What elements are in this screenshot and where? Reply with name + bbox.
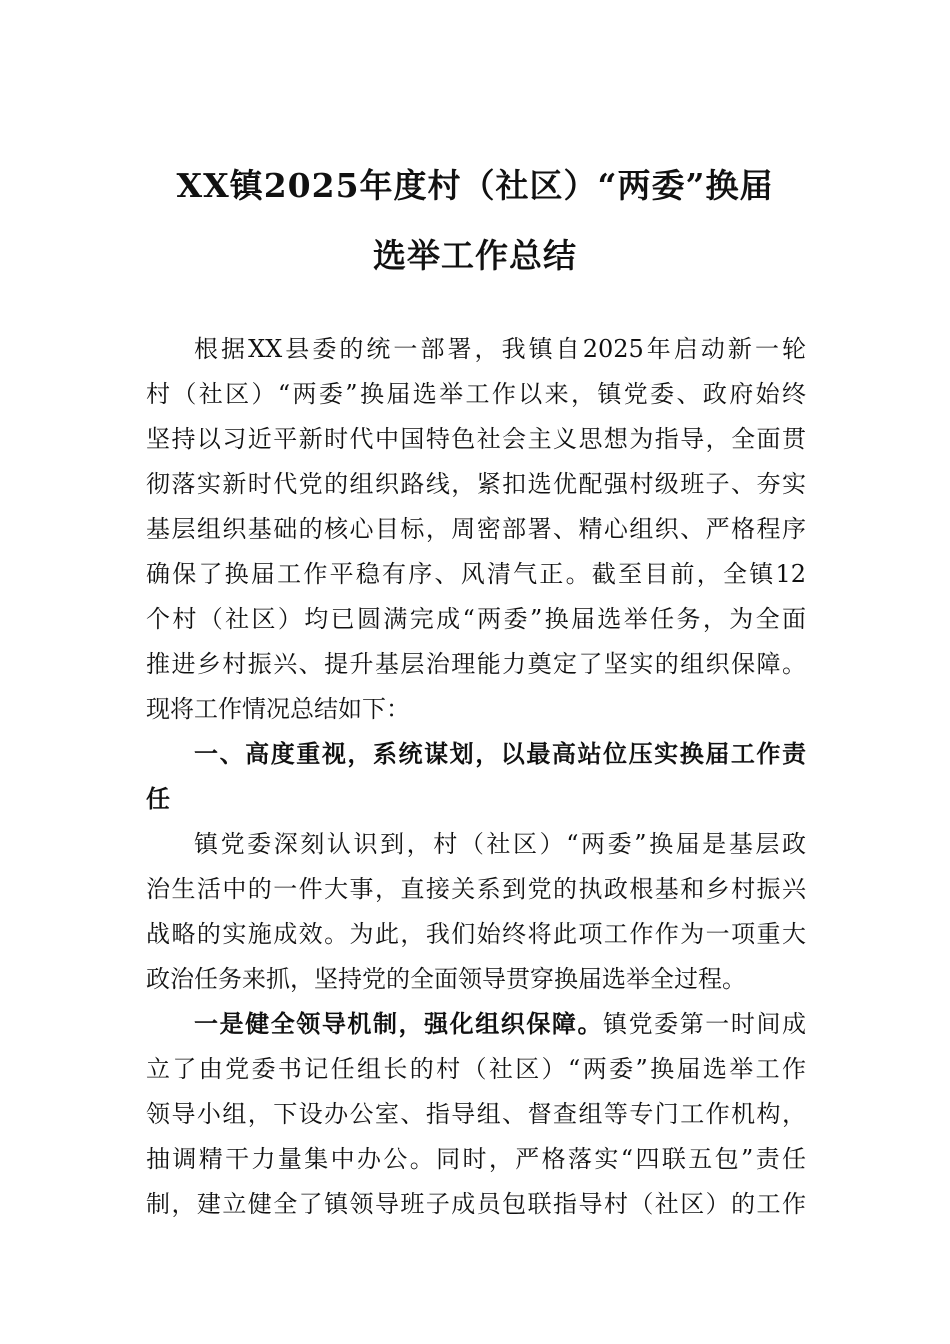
- section-paragraph-line: 治生活中的一件大事，直接关系到党的执政根基和乡村振兴: [146, 875, 806, 903]
- intro-line: 推进乡村振兴、提升基层治理能力奠定了坚实的组织保障。: [146, 650, 806, 678]
- point-text: 镇党委第一时间成: [603, 1010, 807, 1038]
- point-line: 抽调精干力量集中办公。同时，严格落实“四联五包”责任: [146, 1145, 806, 1173]
- point-line: 立了由党委书记任组长的村（社区）“两委”换届选举工作: [146, 1055, 806, 1083]
- point-lead: 一是健全领导机制，强化组织保障。: [194, 1009, 604, 1038]
- document-title-line-2: 选举工作总结: [373, 236, 577, 275]
- intro-line: 彻落实新时代党的组织路线，紧扣选优配强村级班子、夯实: [146, 470, 806, 498]
- section-heading: 一、高度重视，系统谋划，以最高站位压实换届工作责: [194, 739, 806, 768]
- intro-line: 现将工作情况总结如下：: [146, 695, 410, 723]
- intro-line: 坚持以习近平新时代中国特色社会主义思想为指导，全面贯: [146, 425, 806, 453]
- section-paragraph-line: 政治任务来抓，坚持党的全面领导贯穿换届选举全过程。: [146, 965, 746, 993]
- intro-line: 个村（社区）均已圆满完成“两委”换届选举任务，为全面: [146, 605, 806, 633]
- section-paragraph-line: 战略的实施成效。为此，我们始终将此项工作作为一项重大: [146, 920, 806, 948]
- section-heading: 任: [146, 784, 170, 813]
- document-title-line-1: XX镇2025年度村（社区）“两委”换届: [176, 166, 774, 205]
- point-line: 领导小组，下设办公室、指导组、督查组等专门工作机构，: [146, 1100, 806, 1128]
- point-line: [194, 1009, 806, 1039]
- intro-line: 确保了换届工作平稳有序、风清气正。截至目前，全镇12: [146, 560, 806, 588]
- section-paragraph-line: 镇党委深刻认识到，村（社区）“两委”换届是基层政: [194, 830, 806, 858]
- point-line: 制，建立健全了镇领导班子成员包联指导村（社区）的工作: [146, 1190, 806, 1218]
- intro-line: 基层组织基础的核心目标，周密部署、精心组织、严格程序: [146, 515, 806, 543]
- intro-line: 根据XX县委的统一部署，我镇自2025年启动新一轮: [194, 335, 806, 363]
- intro-line: 村（社区）“两委”换届选举工作以来，镇党委、政府始终: [146, 380, 806, 408]
